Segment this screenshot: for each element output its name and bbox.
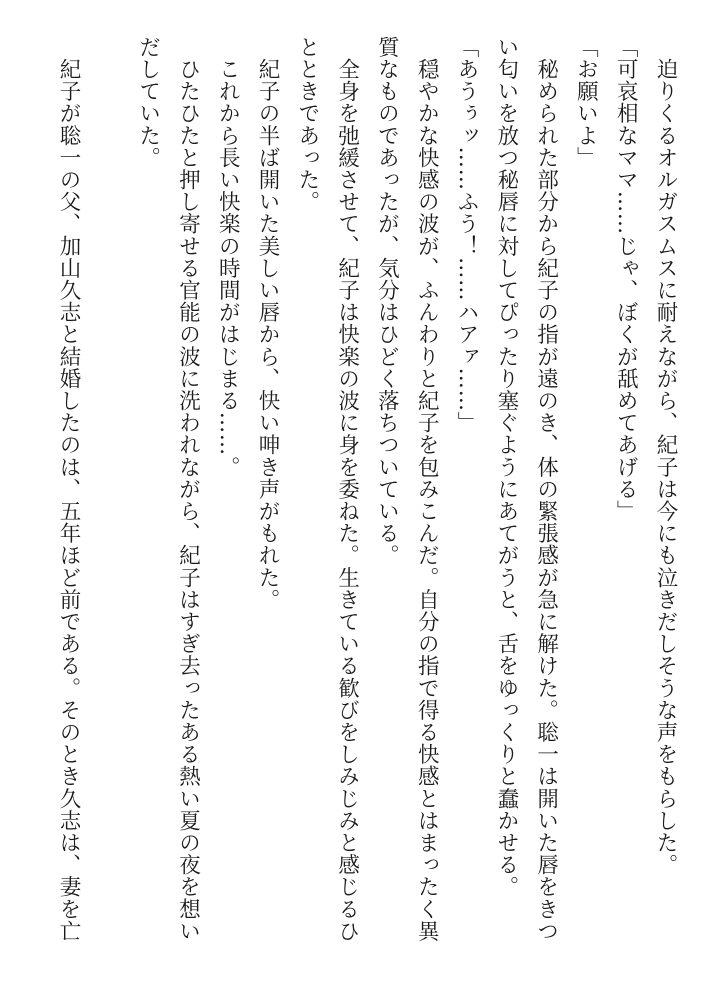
text-line: 「お願いよ」 xyxy=(573,36,599,169)
text-line: い匂いを放つ秘唇に対してぴったり塞ぐようにあてがうと、舌をゆっくりと蠢かせる。 xyxy=(493,36,519,898)
text-line: 全身を弛緩させて、紀子は快楽の波に身を委ねた。生きている歓びをしみじみと感じるひ xyxy=(334,36,360,943)
blank-line xyxy=(88,36,128,980)
text-line: これから長い快楽の時間がはじまる……。 xyxy=(215,36,241,478)
text-line: とときであった。 xyxy=(294,36,320,213)
text-line: 秘められた部分から紀子の指が遠のき、体の緊張感が急に解けた。聡一は開いた唇をきつ xyxy=(533,36,559,943)
text-line: 質なものであったが、気分はひどく落ちついている。 xyxy=(374,36,400,567)
text-line: 「可哀相なママ……じゃ、ぼくが舐めてあげる」 xyxy=(613,36,639,523)
text-line: だしていた。 xyxy=(135,36,161,169)
text-line: 紀子の半ば開いた美しい唇から、快い呻き声がもれた。 xyxy=(255,36,281,611)
text-line: 紀子が聡一の父、加山久志と結婚したのは、五年ほど前である。そのとき久志は、妻を亡 xyxy=(56,36,82,943)
text-line: ひたひたと押し寄せる官能の波に洗われながら、紀子はすぎ去ったある熱い夏の夜を想い xyxy=(175,36,201,943)
text-line: 穏やかな快感の波が、ふんわりと紀子を包みこんだ。自分の指で得る快感とはまったく異 xyxy=(414,36,440,943)
text-line: 迫りくるオルガスムスに耐えながら、紀子は今にも泣きだしそうな声をもらした。 xyxy=(653,36,678,876)
text-line: 「あうぅッ……ふう！……ハアァ……」 xyxy=(454,36,480,434)
vertical-text-body xyxy=(15,36,685,980)
